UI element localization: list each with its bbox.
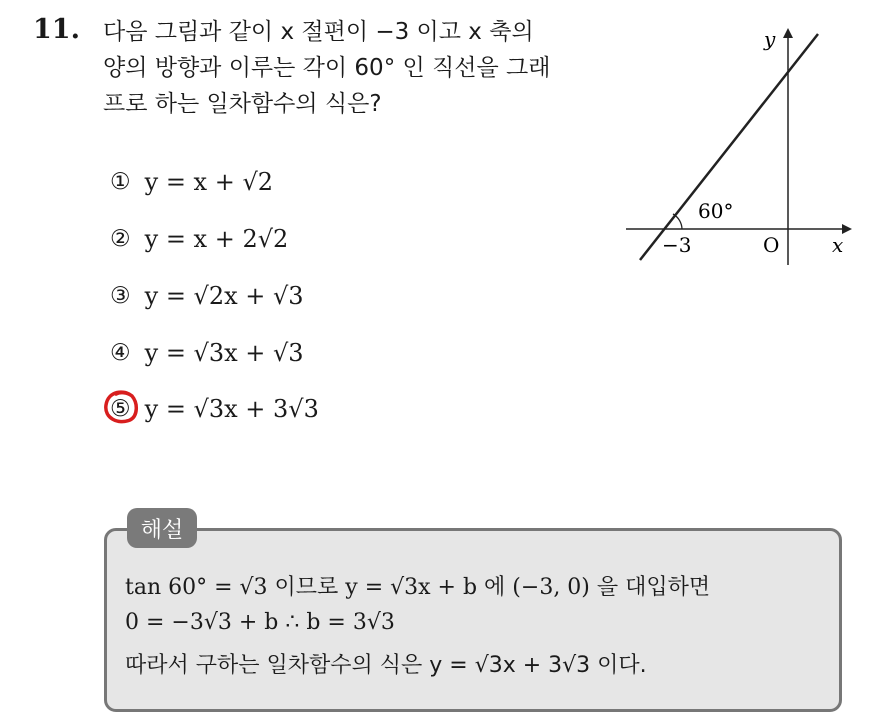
option-2[interactable] [110, 225, 288, 253]
option-2-expression: y = x + 2√2 [144, 225, 289, 253]
option-5[interactable] [110, 395, 319, 423]
solution-line-3: 따라서 구하는 일차함수의 식은 y = √3x + 3√3 이다. [125, 653, 647, 678]
question-text [103, 14, 603, 122]
solution-label: 해설 [127, 508, 197, 548]
y-axis-arrow-icon [783, 28, 793, 38]
solution-line-2: 0 = −3√3 + b ∴ b = 3√3 [125, 610, 395, 635]
x-axis-label: x [832, 233, 844, 257]
option-1[interactable] [110, 168, 273, 196]
option-3-expression: y = √2x + √3 [144, 282, 304, 310]
option-5-number-text: ⑤ [110, 396, 131, 422]
question-line-1: 다음 그림과 같이 x 절편이 −3 이고 x 축의 [103, 19, 534, 45]
question-line-3: 프로 하는 일차함수의 식은? [103, 91, 382, 117]
option-2-number: ② [110, 226, 131, 252]
y-axis-label: y [764, 27, 776, 51]
graph-line [640, 34, 818, 260]
question-number: 11. [33, 14, 80, 45]
option-4-expression: y = √3x + √3 [144, 339, 304, 367]
origin-label: O [763, 233, 780, 257]
option-1-number: ① [110, 169, 131, 195]
option-3[interactable] [110, 282, 304, 310]
line-graph [620, 20, 860, 270]
option-3-number: ③ [110, 283, 131, 309]
intercept-label: −3 [662, 233, 692, 257]
angle-label: 60° [698, 199, 734, 223]
option-1-expression: y = x + √2 [144, 168, 274, 196]
option-4-number: ④ [110, 340, 131, 366]
x-axis-arrow-icon [842, 224, 852, 234]
option-5-number [110, 396, 131, 422]
option-4[interactable] [110, 339, 304, 367]
question-line-2: 양의 방향과 이루는 각이 60° 인 직선을 그래 [103, 55, 551, 81]
solution-line-1: tan 60° = √3 이므로 y = √3x + b 에 (−3, 0) 을 대입하면 [125, 575, 711, 600]
option-5-expression: y = √3x + 3√3 [144, 395, 319, 423]
